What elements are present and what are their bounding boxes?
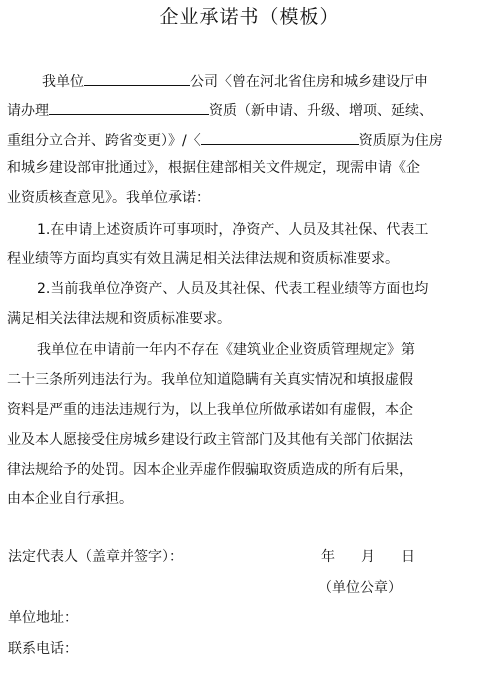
company-seal-label: （单位公章） <box>318 580 402 596</box>
paragraph-1-line-5: 业资质核查意见》。我单位承诺： <box>7 190 210 206</box>
paragraph-1-line-1 <box>42 69 497 92</box>
paragraph-2-line-1: 1.在申请上述资质许可事项时，净资产、人员及其社保、代表工 <box>37 222 429 238</box>
paragraph-4-line-4: 业及本人愿接受住房城乡建设行政主管部门及其他有关部门依据法 <box>7 432 413 448</box>
legal-representative-label: 法定代表人（盖章并签字）： <box>8 549 183 565</box>
phone-label: 联系电话： <box>8 641 78 657</box>
paragraph-3-line-1: 2.当前我单位净资产、人员及其社保、代表工程业绩等方面也均 <box>37 281 429 297</box>
paragraph-4-line-2: 二十三条所列违法行为。我单位知道隐瞒有关真实情况和填报虚假 <box>7 372 413 388</box>
text-segment: 我单位 <box>42 74 84 90</box>
text-segment: 资质原为住房 <box>358 133 443 149</box>
date-month-label: 月 <box>361 549 375 565</box>
document-title: 企业承诺书（模板） <box>159 6 340 28</box>
paragraph-3-line-2: 满足相关法律法规和资质标准要求。 <box>7 311 231 327</box>
date-year-label: 年 <box>321 549 335 565</box>
paragraph-1-line-2 <box>7 98 495 121</box>
paragraph-4-line-1: 我单位在申请前一年内不存在《建筑业企业资质管理规定》第 <box>37 342 415 358</box>
paragraph-2-line-2: 程业绩等方面均真实有效且满足相关法律法规和资质标准要求。 <box>7 251 399 267</box>
company-name-blank[interactable] <box>84 69 190 86</box>
paragraph-4-line-5: 律法规给予的处罚。因本企业弄虚作假骗取资质造成的所有后果， <box>7 462 413 478</box>
qualification-blank[interactable] <box>49 98 209 115</box>
original-qualification-blank[interactable] <box>201 128 359 145</box>
text-segment: 公司〈曾在河北省住房和城乡建设厅申 <box>190 74 428 90</box>
address-label: 单位地址： <box>8 610 78 626</box>
date-day-label: 日 <box>401 549 415 565</box>
text-segment: 重组分立合并、跨省变更）》/〈 <box>7 133 201 149</box>
paragraph-4-line-3: 资料是严重的违法违规行为，以上我单位所做承诺如有虚假，本企 <box>7 402 413 418</box>
paragraph-1-line-3 <box>7 128 495 151</box>
text-segment: 请办理 <box>7 103 49 119</box>
text-segment: 资质（新申请、升级、增项、延续、 <box>209 103 433 119</box>
paragraph-1-line-4: 和城乡建设部审批通过》，根据住建部相关文件规定，现需申请《企 <box>7 160 420 176</box>
paragraph-4-line-6: 由本企业自行承担。 <box>7 491 133 507</box>
